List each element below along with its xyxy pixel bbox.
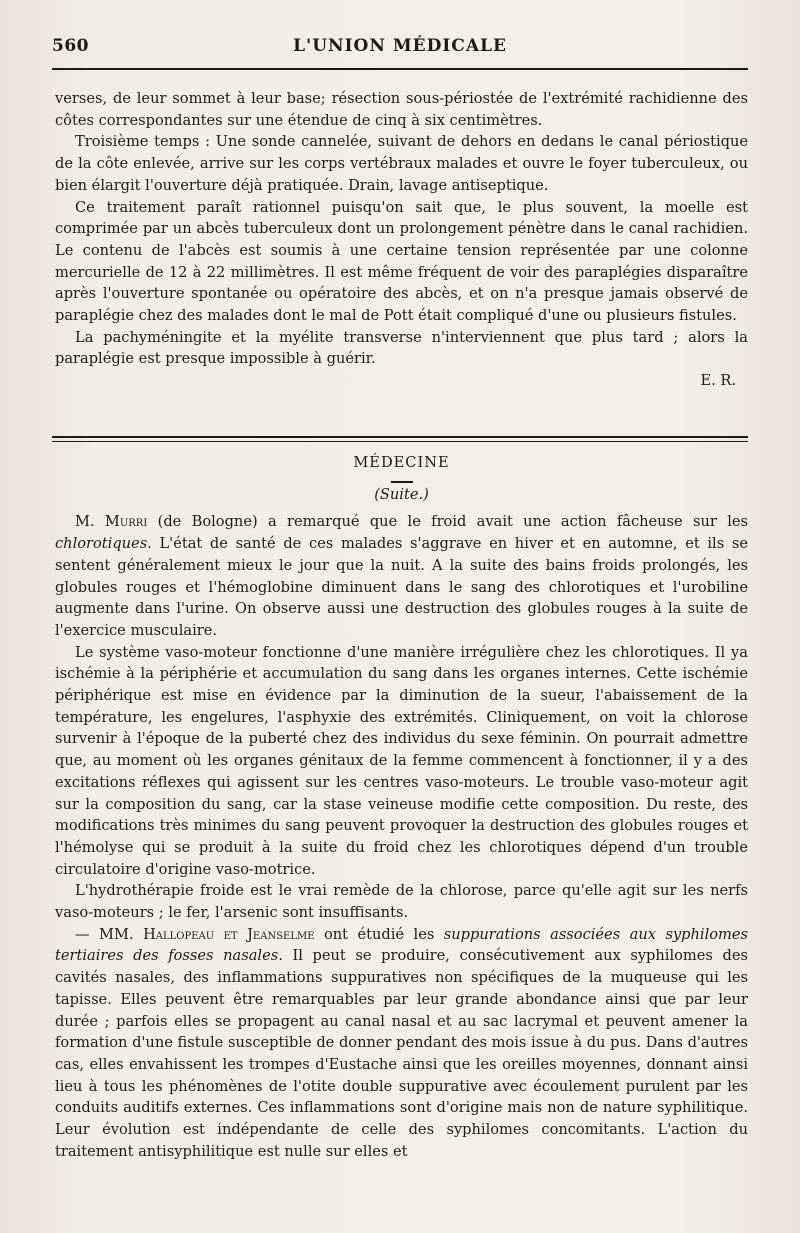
section-paragraph: M. Murri (de Bologne) a remarqué que le froid avait une action fâcheuse sur les chlorotiques. L'état de santé de ces malades s'aggrave en hiver et en automne, et ils se sentent généralement mieux le jour que la nuit. A la suite des bains froids prolongés, les globules rouges et l'hémoglobine diminuent dans le sang des chlorotiques et l'urobiline augmente dans l'urine. On observe aussi une destruction des globules rouges à la suite de l'exercice musculaire. xyxy=(55,513,748,639)
section-divider-thin xyxy=(52,441,748,442)
header-rule xyxy=(52,68,748,70)
author-name: M. Murri xyxy=(75,513,148,531)
top-article xyxy=(55,88,748,392)
title-dash xyxy=(55,474,748,484)
italic-term: chlorotiques xyxy=(55,535,148,553)
section-paragraph: Le système vaso-moteur fonctionne d'une manière irrégulière chez les chlorotiques. Il ya ischémie à la périphérie et accumulation du sang dans les organes internes. Cette ischémie périphérique est mise en évidence par la diminution de la sueur, l'abaissement de la température, les engelures, l'asphyxie des extrémités. Cliniquement, on voit la chlorose survenir à l'époque de la puberté chez des individus du sexe féminin. On pourrait admettre que, au moment où les organes génitaux de la femme commencent à fonctionner, il y a des excitations réflexes qui agissent sur les centres vaso-moteurs. Le trouble vaso-moteur agit sur la composition du sang, car la stase veineuse modifie cette composition. Du reste, des modifications très minimes du sang peuvent provoquer la destruction des globules rouges et l'hémolyse qui se produit à la suite du froid chez les chlorotiques dépend d'un trouble circulatoire d'origine vaso-motrice. xyxy=(55,643,748,878)
journal-title: L'UNION MÉDICALE xyxy=(293,36,507,56)
page-number: 560 xyxy=(52,36,89,56)
section-paragraph: — MM. Hallopeau et Jeanselme ont étudié les suppurations associées aux syphilomes tertiaires des fosses nasales. Il peut se produire, consécutivement aux syphilomes des cavités nasales, des inflammations suppuratives non spécifiques de la muqueuse qui les tapisse. Elles peuvent être remarquables par leur grande abondance ainsi que par leur durée ; parfois elles se propagent au canal nasal et au sac lacrymal et peuvent amener la formation d'une fistule susceptible de donner pendant des mois issue à du pus. Dans d'autres cas, elles envahissent les trompes d'Eustache ainsi que les oreilles moyennes, donnant ainsi lieu à tous les phénomènes de l'otite double suppurative avec écoulement purulent par les conduits auditifs externes. Ces inflammations sont d'origine mais non de nature syphilitique. Leur évolution est indépendante de celle des syphilomes concomitants. L'action du traitement antisyphilitique est nulle sur elles et xyxy=(55,925,749,1160)
medecine-section xyxy=(55,452,748,1163)
section-subtitle: (Suite.) xyxy=(374,485,429,503)
page-header xyxy=(52,30,748,64)
article-paragraph: Ce traitement paraît rationnel puisqu'on sait que, le plus souvent, la moelle est comprimée par un abcès tuberculeux dont un prolongement pénètre dans le canal rachidien. Le contenu de l'abcès est soumis à une certaine tension représentée par une colonne mercurielle de 12 à 22 millimètres. Il est même fréquent de voir des paraplégies disparaître après l'ouverture spontanée ou opératoire des abcès, et on n'a presque jamais observé de paraplégie chez des malades dont le mal de Pott était compliqué d'une ou plusieurs fistules. xyxy=(55,198,748,325)
author-names: Hallopeau et Jeanselme xyxy=(143,925,315,943)
section-paragraph: L'hydrothérapie froide est le vrai remède de la chlorose, parce qu'elle agit sur les nerfs vaso-moteurs ; le fer, l'arsenic sont insuffisants. xyxy=(55,882,748,922)
section-divider xyxy=(52,436,748,438)
article-paragraph: Troisième temps : Une sonde cannelée, suivant de dehors en dedans le canal périostique de la côte enlevée, arrive sur les corps vertébraux malades et ouvre le foyer tuberculeux, ou bien élargit l'ouverture déjà pratiquée. Drain, lavage antiseptique. xyxy=(55,133,748,194)
article-paragraph: La pachyméningite et la myélite transverse n'interviennent que plus tard ; alors la paraplégie est presque impossible à guérir. xyxy=(55,328,748,368)
italic-term: suppurations associées aux syphilomes tertiaires des fosses nasales xyxy=(55,925,749,965)
section-title: MÉDECINE xyxy=(353,454,450,471)
article-paragraph: verses, de leur sommet à leur base; résection sous-périostée de l'extrémité rachidienne des côtes correspondantes sur une étendue de cinq à six centimètres. xyxy=(55,90,748,129)
article-signature: E. R. xyxy=(700,372,736,390)
